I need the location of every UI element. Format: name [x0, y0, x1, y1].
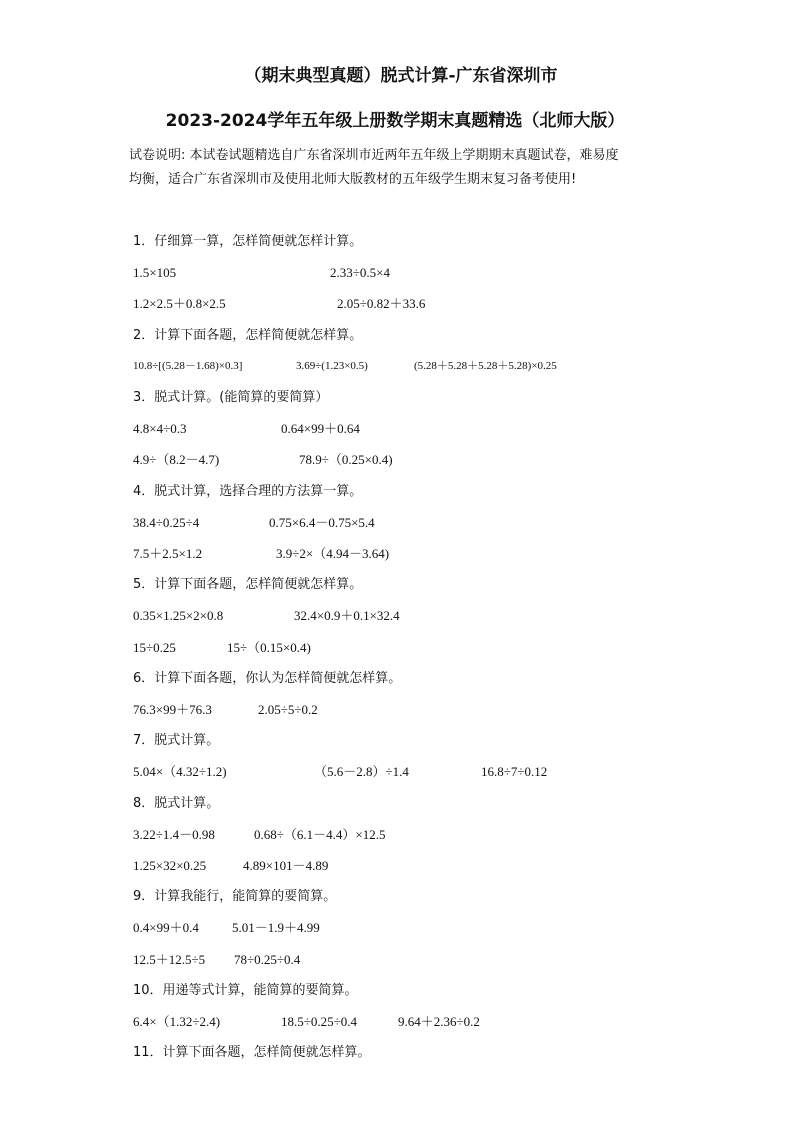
- question-7-expression: 5.04×（4.32÷1.2): [133, 764, 227, 779]
- question-6-expression: 76.3×99＋76.3: [133, 702, 212, 717]
- question-4-expression: 3.9÷2×（4.94－3.64): [276, 546, 390, 561]
- question-4-expression: 0.75×6.4－0.75×5.4: [269, 515, 375, 530]
- question-9-expression: 78÷0.25÷0.4: [234, 952, 301, 967]
- question-1-expression: 1.2×2.5＋0.8×2.5: [133, 296, 226, 311]
- question-5-expression: 0.35×1.25×2×0.8: [133, 608, 224, 623]
- question-2-expression: 3.69÷(1.23×0.5): [296, 360, 368, 372]
- question-9-expression: 5.01－1.9＋4.99: [232, 920, 320, 935]
- question-1-expression: 1.5×105: [133, 265, 177, 280]
- question-2-heading: 2．计算下面各题，怎样简便就怎样算。: [133, 328, 363, 343]
- question-4-expression: 38.4÷0.25÷4: [133, 515, 200, 530]
- question-1-expression: 2.33÷0.5×4: [330, 265, 390, 280]
- question-2-expression: (5.28＋5.28＋5.28＋5.28)×0.25: [414, 360, 557, 372]
- question-3-heading: 3．脱式计算。(能简算的要简算）: [133, 390, 329, 405]
- exam-description: [129, 144, 704, 192]
- question-1-expression: 2.05÷0.82＋33.6: [337, 296, 426, 311]
- question-1-heading: 1．仔细算一算，怎样简便就怎样计算。: [133, 234, 363, 249]
- question-3-expression: 0.64×99＋0.64: [281, 421, 360, 436]
- question-3-expression: 4.9÷（8.2－4.7): [133, 452, 220, 467]
- question-8-expression: 3.22÷1.4－0.98: [133, 827, 215, 842]
- document-title: （期末典型真题）脱式计算-广东省深圳市: [244, 66, 558, 86]
- question-5-expression: 15÷0.25: [133, 640, 176, 655]
- question-7-heading: 7．脱式计算。: [133, 733, 220, 748]
- question-8-expression: 4.89×101－4.89: [243, 858, 329, 873]
- question-8-expression: 1.25×32×0.25: [133, 858, 207, 873]
- question-10-expression: 18.5÷0.25÷0.4: [281, 1014, 358, 1029]
- question-4-expression: 7.5＋2.5×1.2: [133, 546, 203, 561]
- question-6-expression: 2.05÷5÷0.2: [258, 702, 318, 717]
- question-10-heading: 10．用递等式计算，能简算的要简算。: [133, 983, 358, 998]
- question-8-heading: 8．脱式计算。: [133, 796, 220, 811]
- question-3-expression: 4.8×4÷0.3: [133, 421, 187, 436]
- exam-description-line-1: 试卷说明: 本试卷试题精选自广东省深圳市近两年五年级上学期期末真题试卷，难易度: [129, 148, 619, 163]
- exam-description-line-2: 均衡，适合广东省深圳市及使用北师大版教材的五年级学生期末复习备考使用!: [129, 172, 577, 187]
- question-9-expression: 0.4×99＋0.4: [133, 920, 199, 935]
- question-6-heading: 6．计算下面各题，你认为怎样简便就怎样算。: [133, 671, 402, 686]
- question-4-heading: 4．脱式计算，选择合理的方法算一算。: [133, 484, 363, 499]
- question-11-heading: 11．计算下面各题，怎样简便就怎样算。: [133, 1045, 371, 1060]
- question-9-expression: 12.5＋12.5÷5: [133, 952, 206, 967]
- question-5-expression: 32.4×0.9＋0.1×32.4: [294, 608, 400, 623]
- question-8-expression: 0.68÷（6.1－4.4）×12.5: [254, 827, 386, 842]
- question-9-heading: 9．计算我能行，能简算的要简算。: [133, 889, 337, 904]
- question-5-heading: 5．计算下面各题，怎样简便就怎样算。: [133, 577, 363, 592]
- question-7-expression: （5.6－2.8）÷1.4: [314, 764, 409, 779]
- question-5-expression: 15÷（0.15×0.4): [227, 640, 311, 655]
- question-7-expression: 16.8÷7÷0.12: [481, 764, 548, 779]
- question-2-expression: 10.8÷[(5.28－1.68)×0.3]: [133, 360, 243, 372]
- question-10-expression: 6.4×（1.32÷2.4): [133, 1014, 221, 1029]
- document-subtitle: 2023-2024学年五年级上册数学期末真题精选（北师大版）: [165, 111, 625, 131]
- question-3-expression: 78.9÷（0.25×0.4): [299, 452, 393, 467]
- question-10-expression: 9.64＋2.36÷0.2: [398, 1014, 480, 1029]
